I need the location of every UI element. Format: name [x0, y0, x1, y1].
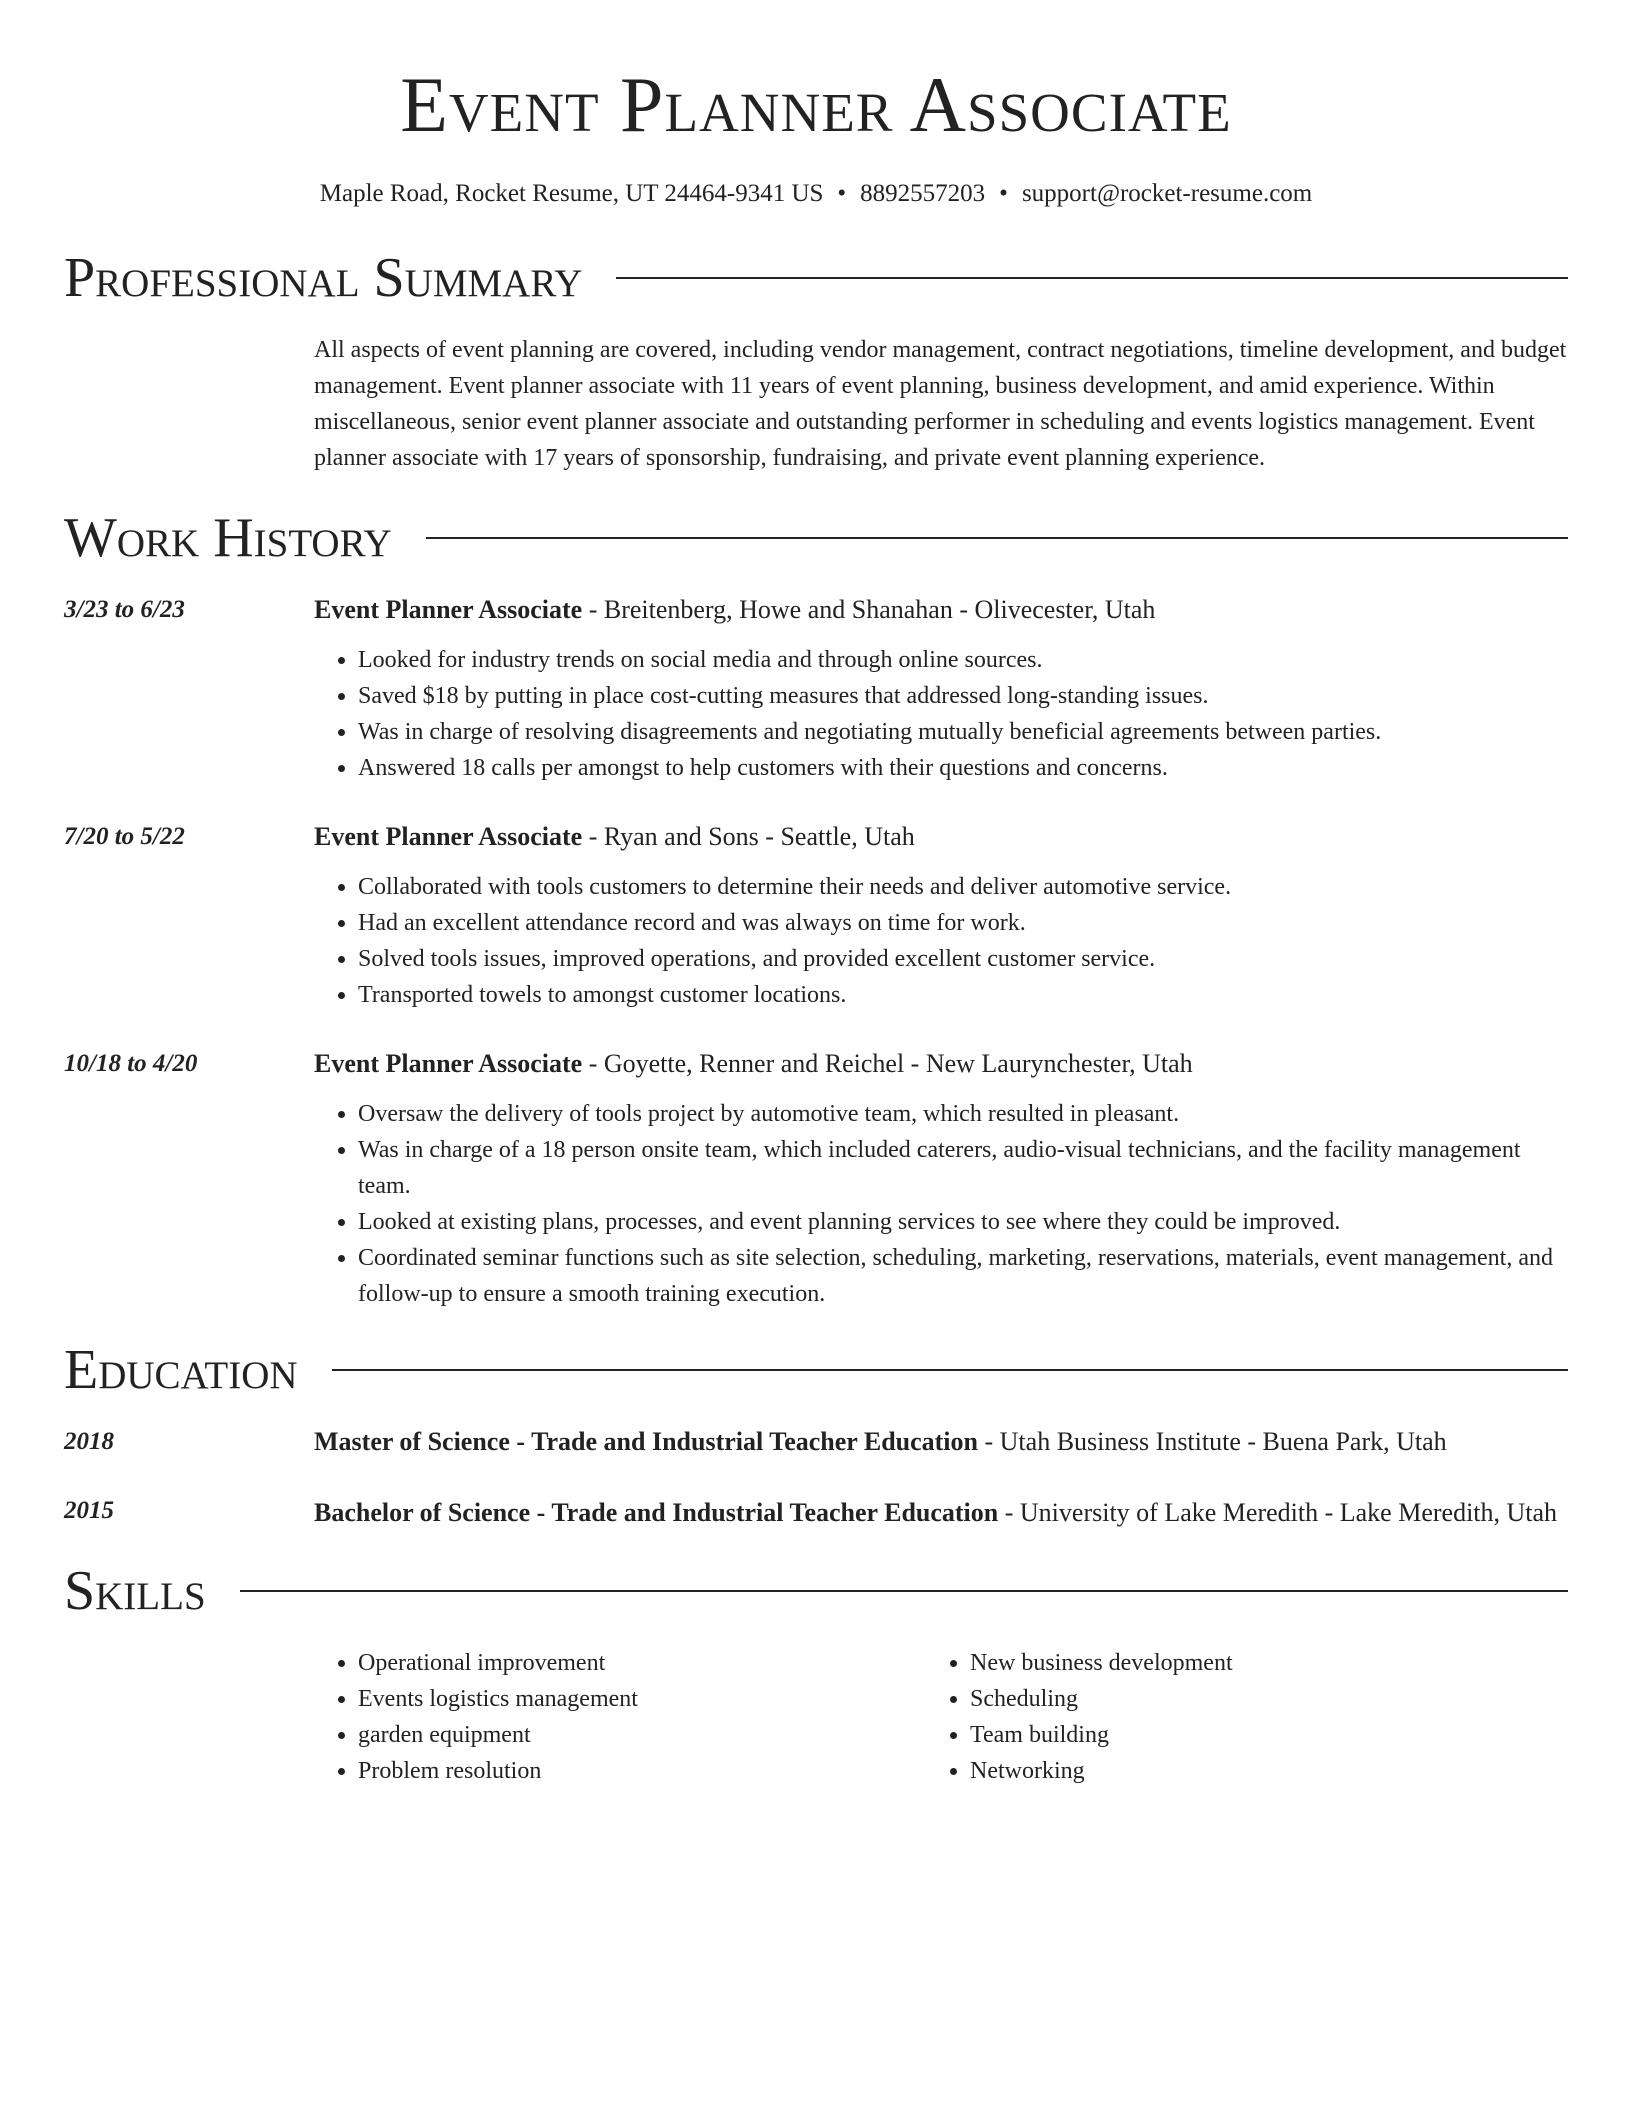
- education-entry: [64, 1493, 1568, 1533]
- list-item: • Solved tools issues, improved operations, and provided excellent customer service.: [358, 941, 1568, 977]
- list-item: • Scheduling: [970, 1681, 1566, 1717]
- job-bullets: [314, 642, 1568, 786]
- job-details: - Ryan and Sons - Seattle, Utah: [582, 822, 915, 851]
- education-degree: Master of Science - Trade and Industrial Teacher Education: [314, 1427, 978, 1456]
- list-item: • Operational improvement: [358, 1645, 886, 1681]
- education-year: 2018: [64, 1428, 114, 1455]
- education-degree: Bachelor of Science - Trade and Industrial Teacher Education: [314, 1498, 999, 1527]
- contact-line: [64, 178, 1568, 210]
- contact-address: Maple Road, Rocket Resume, UT 24464-9341 US: [319, 180, 824, 207]
- skills-section: [64, 1559, 1568, 1789]
- job-details: - Breitenberg, Howe and Shanahan - Olivecester, Utah: [582, 595, 1156, 624]
- candidate-name: Event Planner Associate: [400, 61, 1232, 148]
- job-heading: [314, 819, 1568, 855]
- summary-text: All aspects of event planning are covered, including vendor management, contract negotiations, timeline development, and budget management. Event planner associate with 11 years of event planning, business development, and amid experience. Within miscellaneous, senior event planner associate and outstanding performer in scheduling and events logistics management. Event planner associate with 17 years of sponsorship, fundraising, and private event planning experience.: [314, 337, 1567, 471]
- job-entry: [64, 592, 1568, 786]
- list-item: • Was in charge of a 18 person onsite team, which included caterers, audio-visual technicians, and the facility management team.: [358, 1132, 1568, 1204]
- list-item: • Was in charge of resolving disagreements and negotiating mutually beneficial agreements between parties.: [358, 714, 1568, 750]
- work-history-heading: [64, 506, 1568, 570]
- list-item: • Events logistics management: [358, 1681, 886, 1717]
- job-role: Event Planner Associate: [314, 1049, 583, 1078]
- job-dates: 10/18 to 4/20: [64, 1050, 198, 1077]
- work-history-section: [64, 506, 1568, 1312]
- list-item: • Problem resolution: [358, 1753, 886, 1789]
- list-item: • New business development: [970, 1645, 1566, 1681]
- summary-spacer: [64, 332, 314, 476]
- job-bullets: [314, 869, 1568, 1013]
- education-title: Education: [64, 1339, 298, 1401]
- job-role: Event Planner Associate: [314, 822, 583, 851]
- list-item: • Coordinated seminar functions such as site selection, scheduling, marketing, reservations, materials, event management, and follow-up to ensure a smooth training execution.: [358, 1240, 1568, 1312]
- list-item: • Saved $18 by putting in place cost-cutting measures that addressed long-standing issues.: [358, 678, 1568, 714]
- skills-title: Skills: [64, 1560, 206, 1622]
- job-heading: [314, 592, 1568, 628]
- education-entry: [64, 1424, 1568, 1460]
- list-item: • garden equipment: [358, 1717, 886, 1753]
- job-entry: [64, 1046, 1568, 1312]
- summary-title: Professional Summary: [64, 247, 583, 309]
- job-details: - Goyette, Renner and Reichel - New Laurynchester, Utah: [582, 1049, 1193, 1078]
- list-item: • Networking: [970, 1753, 1566, 1789]
- skills-columns: [314, 1645, 1566, 1789]
- summary-section: [64, 246, 1568, 476]
- contact-email: support@rocket-resume.com: [1021, 180, 1313, 207]
- section-divider: [240, 1590, 1568, 1592]
- skills-heading: [64, 1559, 1568, 1623]
- education-year: 2015: [64, 1497, 114, 1524]
- list-item: • Collaborated with tools customers to determine their needs and deliver automotive service.: [358, 869, 1568, 905]
- job-heading: [314, 1046, 1568, 1082]
- list-item: • Transported towels to amongst customer locations.: [358, 977, 1568, 1013]
- job-role: Event Planner Associate: [314, 595, 583, 624]
- work-history-title: Work History: [64, 507, 392, 569]
- list-item: • Looked at existing plans, processes, and event planning services to see where they could be improved.: [358, 1204, 1568, 1240]
- education-details: - University of Lake Meredith - Lake Meredith, Utah: [998, 1498, 1558, 1527]
- skills-spacer: [64, 1645, 314, 1789]
- list-item: • Had an excellent attendance record and was always on time for work.: [358, 905, 1568, 941]
- list-item: • Oversaw the delivery of tools project by automotive team, which resulted in pleasant.: [358, 1096, 1568, 1132]
- section-divider: [332, 1369, 1568, 1371]
- job-entry: [64, 819, 1568, 1013]
- education-heading: [64, 1338, 1568, 1402]
- list-item: • Answered 18 calls per amongst to help customers with their questions and concerns.: [358, 750, 1568, 786]
- job-bullets: [314, 1096, 1568, 1312]
- skills-list-right: [926, 1645, 1566, 1789]
- section-divider: [616, 277, 1568, 279]
- job-dates: 7/20 to 5/22: [64, 823, 185, 850]
- education-section: [64, 1338, 1568, 1533]
- list-item: • Team building: [970, 1717, 1566, 1753]
- education-details: - Utah Business Institute - Buena Park, Utah: [978, 1427, 1447, 1456]
- resume-header: [64, 0, 1568, 210]
- contact-separator: •: [999, 180, 1008, 207]
- list-item: • Looked for industry trends on social media and through online sources.: [358, 642, 1568, 678]
- job-dates: 3/23 to 6/23: [64, 596, 185, 623]
- education-heading-line: [314, 1424, 1568, 1460]
- section-divider: [426, 537, 1568, 539]
- skills-list-left: [314, 1645, 886, 1789]
- contact-phone: 8892557203: [860, 180, 986, 207]
- education-heading-line: [314, 1493, 1568, 1533]
- contact-separator: •: [837, 180, 847, 207]
- summary-heading: [64, 246, 1568, 310]
